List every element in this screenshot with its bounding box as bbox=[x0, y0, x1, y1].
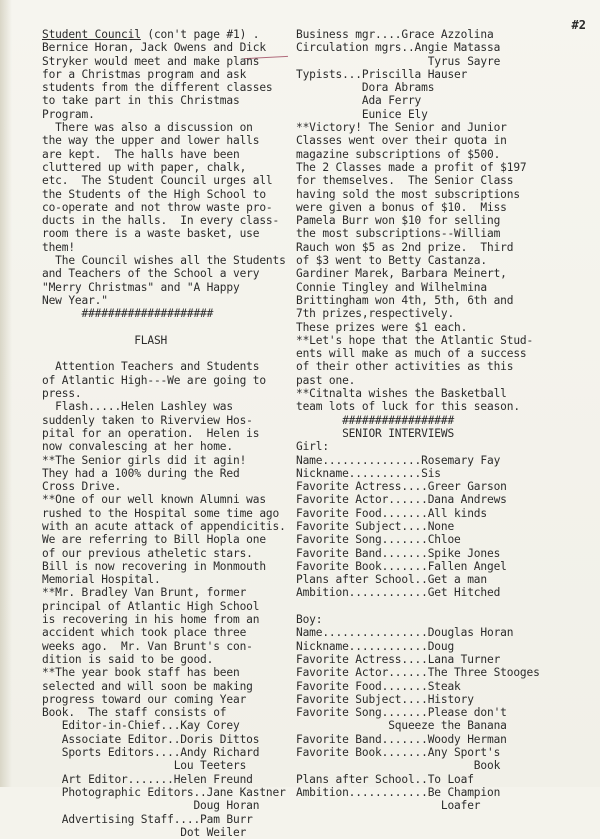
right-column-line: **Citnalta wishes the Basketball bbox=[296, 387, 507, 401]
left-column-line: **Mr. Bradley Van Brunt, former bbox=[42, 586, 247, 600]
right-column-line: Ambition............Get Hitched bbox=[296, 586, 501, 600]
left-column-line: Flash.....Helen Lashley was bbox=[42, 400, 233, 414]
left-column-line: Editor-in-Chief...Kay Corey bbox=[42, 719, 240, 733]
right-column-line: magazine subscriptions of $500. bbox=[296, 147, 501, 161]
right-column-line: These prizes were $1 each. bbox=[296, 320, 468, 334]
right-column-line: Rauch won $5 as 2nd prize. Third bbox=[296, 240, 514, 254]
left-column-line: students from the different classes bbox=[42, 81, 273, 95]
left-column-line bbox=[42, 321, 310, 334]
right-column bbox=[296, 28, 596, 813]
left-column-line: suddenly taken to Riverview Hos- bbox=[42, 413, 253, 427]
left-column-line: now convalescing at her home. bbox=[42, 440, 233, 454]
page-edge-shadow bbox=[0, 0, 12, 787]
right-column-line: Loafer bbox=[296, 799, 481, 813]
right-column-line: Boy: bbox=[296, 613, 323, 627]
page-number: #2 bbox=[571, 18, 586, 32]
left-column-line: Bill is now recovering in Monmouth bbox=[42, 559, 266, 573]
left-column-line: with an acute attack of appendicitis. bbox=[42, 519, 286, 533]
right-column-line: Circulation mgrs..Angie Matassa bbox=[296, 41, 501, 55]
left-column-line: pital for an operation. Helen is bbox=[42, 426, 260, 440]
left-column-line: progress toward our coming Year bbox=[42, 692, 247, 706]
right-column-line: Favorite Food.......All kinds bbox=[296, 506, 487, 520]
section-heading: Student Council bbox=[42, 28, 141, 41]
right-column-line: the most subscriptions--William bbox=[296, 227, 501, 241]
right-column-line: Girl: bbox=[296, 440, 329, 454]
left-column-line: Lou Teeters bbox=[42, 759, 247, 773]
left-column-line: rushed to the Hospital some time ago bbox=[42, 506, 280, 520]
right-column-line bbox=[296, 600, 596, 613]
right-column-line: having sold the most subscriptions bbox=[296, 187, 520, 201]
right-column-line: Eunice Ely bbox=[296, 107, 428, 121]
left-column-line: There was also a discussion on bbox=[42, 121, 253, 135]
left-column-line: press. bbox=[42, 387, 82, 401]
left-column-line: Student Council (con't page #1) . bbox=[42, 28, 260, 41]
right-column-line: Favorite Actress....Greer Garson bbox=[296, 480, 507, 494]
left-column-line: Attention Teachers and Students bbox=[42, 360, 260, 374]
left-column-line: Memorial Hospital. bbox=[42, 573, 161, 587]
left-column-line bbox=[42, 347, 310, 360]
right-column-line: Dora Abrams bbox=[296, 81, 435, 95]
right-column-line: Nickname...........Sis bbox=[296, 466, 441, 480]
right-column-line: Connie Tingley and Wilhelmina bbox=[296, 280, 487, 294]
right-column-line: **Let's hope that the Atlantic Stud- bbox=[296, 333, 534, 347]
right-column-line: Favorite Book.......Fallen Angel bbox=[296, 559, 507, 573]
left-column-line: dition is said to be good. bbox=[42, 652, 214, 666]
left-column-line: of our previous atheletic stars. bbox=[42, 546, 253, 560]
left-column-line: Program. bbox=[42, 107, 95, 121]
left-column-line: Advertising Staff....Pam Burr bbox=[42, 812, 253, 826]
left-column-line: New Year." bbox=[42, 293, 108, 307]
right-column-line: Plans after School..Get a man bbox=[296, 573, 487, 587]
right-column-line: Tyrus Sayre bbox=[296, 54, 501, 68]
right-column-line: Favorite Subject....History bbox=[296, 692, 474, 706]
right-column-line: Favorite Food.......Steak bbox=[296, 679, 461, 693]
left-column-line: #################### bbox=[42, 307, 214, 321]
left-column-line: selected and will soon be making bbox=[42, 679, 253, 693]
left-column-line: Associate Editor..Doris Dittos bbox=[42, 732, 260, 746]
right-column-line: Squeeze the Banana bbox=[296, 719, 507, 733]
right-column-line: Ada Ferry bbox=[296, 94, 422, 108]
right-column-line: Ambition............Be Champion bbox=[296, 785, 501, 799]
left-column-line: accident which took place three bbox=[42, 626, 247, 640]
right-column-line: Favorite Actor......Dana Andrews bbox=[296, 493, 507, 507]
left-column-line: The Council wishes all the Students bbox=[42, 254, 286, 268]
left-column-line: Art Editor.......Helen Freund bbox=[42, 772, 253, 786]
left-column-line: are kept. The halls have been bbox=[42, 147, 240, 161]
right-column-line: The 2 Classes made a profit of $197 bbox=[296, 160, 527, 174]
left-column-line: principal of Atlantic High School bbox=[42, 599, 260, 613]
right-column-line: Nickname............Doug bbox=[296, 639, 455, 653]
left-column-line: **The Senior girls did it agin! bbox=[42, 453, 247, 467]
right-column-line: of their other activities as this bbox=[296, 360, 514, 374]
right-column-line: past one. bbox=[296, 373, 356, 387]
left-column-line: weeks ago. Mr. Van Brunt's con- bbox=[42, 639, 253, 653]
left-column-line: **The year book staff has been bbox=[42, 666, 240, 680]
left-column-line: is recovering in his home from an bbox=[42, 613, 260, 627]
left-column-line: them! bbox=[42, 240, 75, 254]
right-column-line: Name................Douglas Horan bbox=[296, 626, 514, 640]
left-column-line: Cross Drive. bbox=[42, 480, 122, 494]
left-column-line: and Teachers of the School a very bbox=[42, 267, 260, 281]
right-column-line: ents will make as much of a success bbox=[296, 347, 527, 361]
left-column-line: Sports Editors....Andy Richard bbox=[42, 746, 260, 760]
right-column-line: team lots of luck for this season. bbox=[296, 400, 520, 414]
left-column-line: cluttered up with paper, chalk, bbox=[42, 160, 247, 174]
left-column-line: to take part in this Christmas bbox=[42, 94, 240, 108]
right-column-line: Name...............Rosemary Fay bbox=[296, 453, 501, 467]
left-column-line: ducts in the halls. In every class- bbox=[42, 214, 280, 228]
right-column-line: Favorite Subject....None bbox=[296, 519, 455, 533]
right-column-line: SENIOR INTERVIEWS bbox=[296, 426, 455, 440]
right-column-line: Favorite Song.......Please don't bbox=[296, 706, 507, 720]
right-column-line: Brittingham won 4th, 5th, 6th and bbox=[296, 293, 514, 307]
right-column-line: Favorite Book.......Any Sport's bbox=[296, 746, 501, 760]
left-column-line: We are referring to Bill Hopla one bbox=[42, 533, 266, 547]
left-column-line: co-operate and not throw waste pro- bbox=[42, 200, 273, 214]
left-column-line: Photographic Editors..Jane Kastner bbox=[42, 785, 286, 799]
left-column-line: Book. The staff consists of bbox=[42, 706, 227, 720]
left-column-line: the Students of the High School to bbox=[42, 187, 266, 201]
right-column-line: Book bbox=[296, 759, 501, 773]
right-column-line: were given a bonus of $10. Miss bbox=[296, 200, 507, 214]
right-column-line: ################# bbox=[296, 413, 455, 427]
left-column-line: "Merry Christmas" and "A Happy bbox=[42, 280, 240, 294]
right-column-line: for themselves. The Senior Class bbox=[296, 174, 514, 188]
left-column-line: Stryker would meet and make plans bbox=[42, 54, 260, 68]
left-column-line: Bernice Horan, Jack Owens and Dick bbox=[42, 41, 266, 55]
left-column bbox=[42, 28, 310, 839]
right-column-line: of $3 went to Betty Castanza. bbox=[296, 254, 487, 268]
right-column-line: Business mgr....Grace Azzolina bbox=[296, 28, 494, 41]
left-column-line: etc. The Student Council urges all bbox=[42, 174, 273, 188]
right-column-line: Pamela Burr won $10 for selling bbox=[296, 214, 501, 228]
right-column-line: 7th prizes,respectively. bbox=[296, 307, 455, 321]
right-column-line: **Victory! The Senior and Junior bbox=[296, 121, 507, 135]
right-column-line: Favorite Band.......Spike Jones bbox=[296, 546, 501, 560]
right-column-line: Favorite Song.......Chloe bbox=[296, 533, 461, 547]
right-column-line: Typists...Priscilla Hauser bbox=[296, 67, 468, 81]
right-column-line: Gardiner Marek, Barbara Meinert, bbox=[296, 267, 507, 281]
left-column-line: for a Christmas program and ask bbox=[42, 67, 247, 81]
right-column-line: Favorite Actress....Lana Turner bbox=[296, 652, 501, 666]
right-column-line: Plans after School..To Loaf bbox=[296, 772, 474, 786]
right-column-line: Favorite Band.......Woody Herman bbox=[296, 732, 507, 746]
left-column-line: FLASH bbox=[42, 333, 168, 347]
left-column-line: room there is a waste basket, use bbox=[42, 227, 260, 241]
left-column-line: **One of our well known Alumni was bbox=[42, 493, 266, 507]
left-column-line: the way the upper and lower halls bbox=[42, 134, 260, 148]
left-column-line: Dot Weiler bbox=[42, 825, 247, 839]
right-column-line: Classes went over their quota in bbox=[296, 134, 507, 148]
left-column-line: They had a 100% during the Red bbox=[42, 466, 240, 480]
left-column-line: Doug Horan bbox=[42, 799, 260, 813]
right-column-line: Favorite Actor......The Three Stooges bbox=[296, 666, 540, 680]
left-column-line: of Atlantic High---We are going to bbox=[42, 373, 266, 387]
